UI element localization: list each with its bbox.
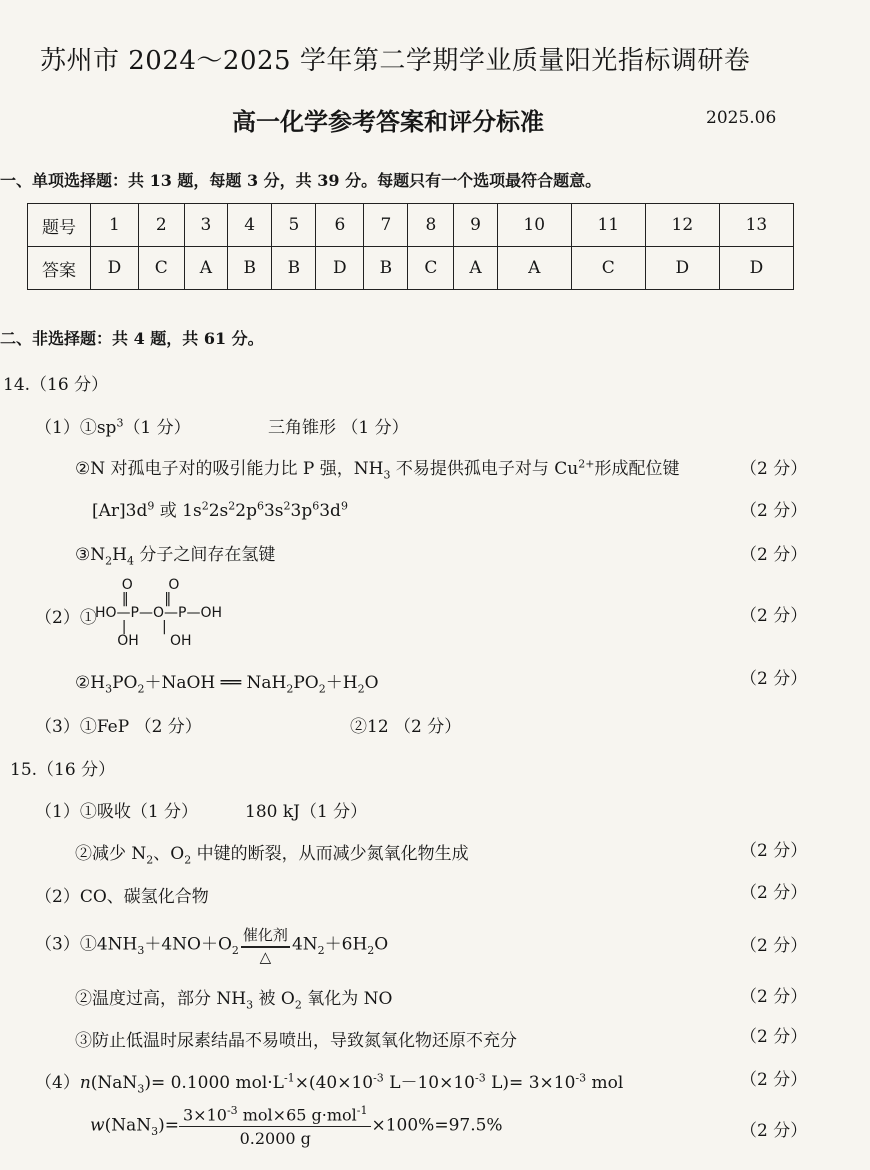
row-label-answer: 答案: [28, 247, 91, 290]
score-2: （2 分）: [740, 883, 808, 903]
q14-label: 14.（16 分）: [3, 375, 109, 395]
q15-3-3-text: ③防止低温时尿素结晶不易喷出，导致氮氧化物还原不充分: [75, 1031, 517, 1051]
reaction-condition: 催化剂 △: [242, 926, 288, 966]
question-number: 9: [454, 204, 497, 247]
answer-cell: D: [91, 247, 139, 290]
score-2: （2 分）: [740, 936, 808, 956]
document-date: 2025.06: [706, 108, 777, 128]
answer-cell: D: [316, 247, 364, 290]
question-number: 10: [497, 204, 571, 247]
q14-2-equation: $②H_3PO_2+NaOH$ ══ $NaH_2PO_2+H_2O$: [75, 673, 379, 696]
answer-cell: A: [497, 247, 571, 290]
q15-3-equation: $(3)①4NH_3+4NO+O_2$ 催化剂 △ $4N_2+6H_2O$: [35, 926, 389, 966]
answer-cell: C: [571, 247, 645, 290]
q15-1-energy: 180 kJ（1 分）: [245, 802, 368, 822]
q15-1-2-text: ②减少 $N_2$、$O_2$ 中键的断裂，从而减少氮氧化物生成: [75, 844, 469, 867]
q15-3-2-text: ②温度过高，部分 $NH_3$ 被 $O_2$ 氧化为 NO: [75, 989, 393, 1012]
score-2: （2 分）: [740, 459, 808, 479]
answer-table: [27, 203, 794, 290]
q15-2-text: （2）CO、碳氢化合物: [35, 887, 209, 907]
question-number: 7: [364, 204, 408, 247]
score-2: （2 分）: [740, 1070, 808, 1090]
question-number: 3: [184, 204, 227, 247]
q14-1-hybrid: $(1)①sp^3(1$ 分）: [35, 416, 191, 438]
score-2: （2 分）: [740, 1121, 808, 1141]
score-2: （2 分）: [740, 501, 808, 521]
table-row-numbers: [28, 204, 794, 247]
pyrophosphoric-structure: O O ‖ ‖ HO—P—O—P—OH | | OH OH: [95, 577, 222, 649]
answer-cell: D: [645, 247, 719, 290]
question-number: 1: [91, 204, 139, 247]
answer-cell: A: [184, 247, 227, 290]
question-number: 13: [719, 204, 793, 247]
score-2: （2 分）: [740, 841, 808, 861]
question-number: 2: [138, 204, 184, 247]
question-number: 6: [316, 204, 364, 247]
answer-cell: B: [272, 247, 316, 290]
answer-cell: C: [138, 247, 184, 290]
q14-2-label: （2）①: [35, 608, 97, 628]
fraction: $\frac{3\times 10^{-3} mol\times 65 g\cdot mol^{-1}}{0.2000 g}$: [179, 1104, 372, 1148]
score-2: （2 分）: [740, 669, 808, 689]
question-number: 4: [228, 204, 272, 247]
question-number: 11: [571, 204, 645, 247]
answer-cell: A: [454, 247, 497, 290]
answer-cell: B: [228, 247, 272, 290]
q15-4-moles: （4）n(NaN$_3$)= 0.1000 $mol\cdot L^{-1}\times(40\times 10^{-3}$ $L-10\times 10^{-3}$ $L)= 3\times 10^{-3}$ mol: [35, 1071, 624, 1096]
answer-cell: D: [719, 247, 793, 290]
q15-label: 15.（16 分）: [10, 760, 116, 780]
q15-4-mass-fraction: w(NaN$_3$)= $\frac{3\times 10^{-3} mol\times 65 g\cdot mol^{-1}}{0.2000 g}$ ×100%=97.5%: [90, 1104, 503, 1149]
answer-cell: C: [408, 247, 454, 290]
row-label-number: 题号: [28, 204, 91, 247]
q14-3-12: ②12 （2 分）: [350, 717, 462, 737]
document-subtitle: 高一化学参考答案和评分标准: [232, 107, 544, 136]
question-number: 5: [272, 204, 316, 247]
q14-electron-config: $[Ar]3d^9$ 或 $1s^22s^22p^63s^23p^63d^9$: [92, 499, 348, 521]
question-number: 8: [408, 204, 454, 247]
score-2: （2 分）: [740, 987, 808, 1007]
score-2: （2 分）: [740, 606, 808, 626]
score-2: （2 分）: [740, 1027, 808, 1047]
q14-3-fep: （3）①FeP （2 分）: [35, 717, 202, 737]
q14-hydrogen-bond: $③N_2H_4$ 分子之间存在氢键: [75, 545, 276, 568]
document-title: 苏州市 2024～2025 学年第二学期学业质量阳光指标调研卷: [40, 46, 751, 76]
table-row-answers: [28, 247, 794, 290]
q15-1-absorb: （1）①吸收（1 分）: [35, 802, 199, 822]
score-2: （2 分）: [740, 545, 808, 565]
section1-heading: 一、单项选择题：共 13 题，每题 3 分，共 39 分。每题只有一个选项最符合题意。: [0, 171, 602, 190]
q14-1-2-text: ②N 对孤电子对的吸引能力比 P 强，$NH_3$ 不易提供孤电子对与 $Cu^{2+}$形成配位键: [75, 457, 680, 482]
q14-1-shape: 三角锥形 （1 分）: [268, 418, 409, 438]
section2-heading: 二、非选择题：共 4 题，共 61 分。: [0, 329, 264, 348]
question-number: 12: [645, 204, 719, 247]
answer-cell: B: [364, 247, 408, 290]
